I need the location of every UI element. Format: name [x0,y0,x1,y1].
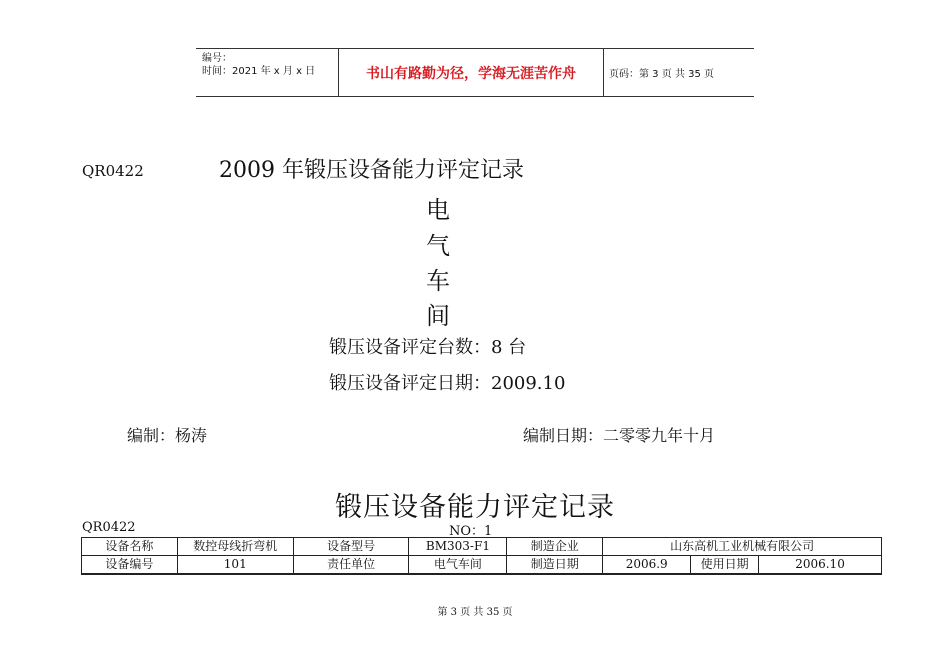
table-cell: 设备编号 [82,556,178,575]
department-char-4: 间 [426,302,450,330]
table-cell: 制造企业 [507,538,603,556]
header-motto: 书山有路勤为径，学海无涯苦作舟 [338,49,604,96]
evaluation-date-line: 锻压设备评定日期：2009.10 [329,373,566,394]
table-cell: 责任单位 [293,556,409,575]
table-cell: 2006.10 [759,556,882,575]
table-cell: BM303-F1 [409,538,507,556]
record-code: QR0422 [82,520,136,535]
time-label: 时间：2021 年 x 月 x 日 [202,66,316,77]
table-cell: 电气车间 [409,556,507,575]
table-cell: 设备型号 [293,538,409,556]
editor-line: 编制：杨涛 [127,426,208,445]
table-cell: 使用日期 [691,556,759,575]
table-cell: 制造日期 [507,556,603,575]
table-cell: 设备名称 [82,538,178,556]
department-char-2: 气 [426,232,450,260]
page-header [196,48,754,97]
table-row [82,538,882,556]
record-table [81,537,882,575]
department-char-3: 车 [426,267,450,295]
header-meta-cell [196,49,338,96]
edit-date-line: 编制日期：二零零九年十月 [523,426,716,445]
table-cell: 山东高机工业机械有限公司 [603,538,882,556]
equipment-count-line: 锻压设备评定台数：8 台 [329,337,527,358]
table-cell: 数控母线折弯机 [177,538,293,556]
cover-title: 2009 年锻压设备能力评定记录 [219,158,524,183]
record-title: 锻压设备能力评定记录 [335,492,615,523]
table-row [82,556,882,575]
table-cell: 2006.9 [603,556,691,575]
page-footer: 第 3 页 共 35 页 [437,607,513,618]
department-char-1: 电 [426,196,450,224]
record-number: NO：1 [449,524,493,539]
cover-code: QR0422 [82,162,144,180]
header-page-info: 页码：第 3 页 共 35 页 [609,69,714,80]
serial-label: 编号： [202,53,232,64]
table-cell: 101 [177,556,293,575]
